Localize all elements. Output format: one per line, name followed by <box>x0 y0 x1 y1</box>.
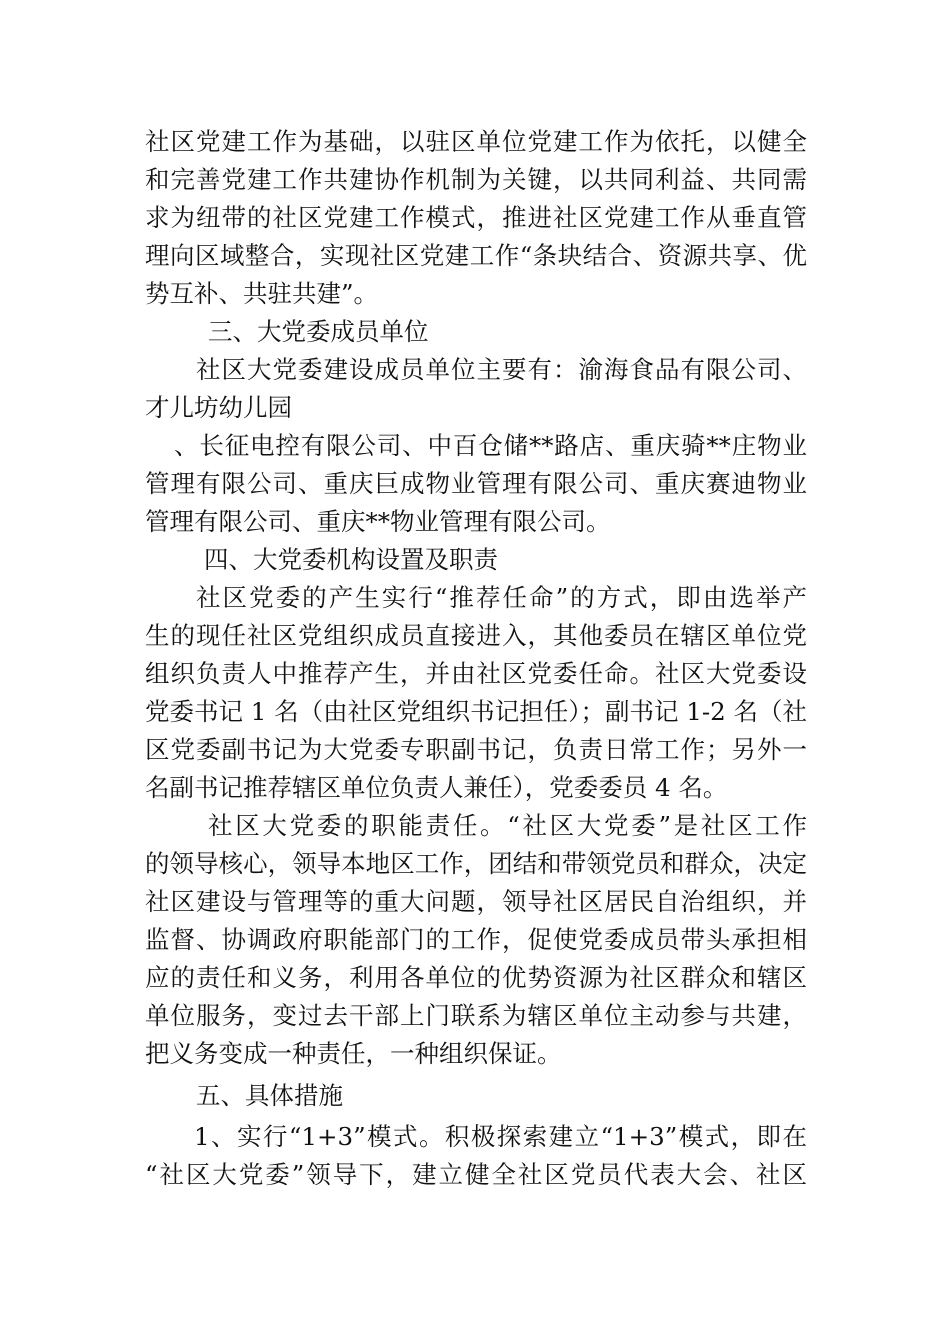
paragraph-line: 名副书记推荐辖区单位负责人兼任），党委委员 4 名。 <box>145 773 728 802</box>
paragraph-line: 监督、协调政府职能部门的工作，促使党委成员带头承担相 <box>145 925 807 954</box>
paragraph-line: “社区大党委”领导下，建立健全社区党员代表大会、社区 <box>145 1160 807 1189</box>
paragraph-line: 社区大党委的职能责任。“社区大党委”是社区工作 <box>208 811 807 840</box>
paragraph-line: 管理有限公司、重庆**物业管理有限公司。 <box>145 507 611 536</box>
paragraph-line: 理向区域整合，实现社区党建工作“条块结合、资源共享、优 <box>145 241 807 270</box>
paragraph-line: 社区党建工作为基础，以驻区单位党建工作为依托，以健全 <box>145 127 807 156</box>
paragraph-line: 管理有限公司、重庆巨成物业管理有限公司、重庆赛迪物业 <box>145 469 807 498</box>
paragraph-line: 应的责任和义务，利用各单位的优势资源为社区群众和辖区 <box>145 963 807 992</box>
paragraph-line: 1、实行“1+3”模式。积极探索建立“1+3”模式，即在 <box>194 1122 807 1151</box>
paragraph-line: 的领导核心，领导本地区工作，团结和带领党员和群众，决定 <box>145 849 807 878</box>
paragraph-line: 社区党委的产生实行“推荐任命”的方式，即由选举产 <box>196 583 807 612</box>
section-heading-5: 五、具体措施 <box>196 1081 343 1110</box>
paragraph-line: 求为纽带的社区党建工作模式，推进社区党建工作从垂直管 <box>145 203 807 232</box>
paragraph-line: 把义务变成一种责任，一种组织保证。 <box>145 1039 562 1068</box>
paragraph-line: 社区建设与管理等的重大问题，领导社区居民自治组织，并 <box>145 887 807 916</box>
paragraph-line: 才儿坊幼儿园 <box>145 393 292 422</box>
paragraph-line: 党委书记 1 名（由社区党组织书记担任）；副书记 1-2 名（社 <box>145 697 807 726</box>
paragraph-line: 组织负责人中推荐产生，并由社区党委任命。社区大党委设 <box>145 659 807 688</box>
paragraph-line: 和完善党建工作共建协作机制为关键，以共同利益、共同需 <box>145 165 807 194</box>
section-heading-4: 四、大党委机构设置及职责 <box>204 545 498 574</box>
paragraph-line: 生的现任社区党组织成员直接进入，其他委员在辖区单位党 <box>145 621 807 650</box>
paragraph-line: 区党委副书记为大党委专职副书记，负责日常工作；另外一 <box>145 735 807 764</box>
paragraph-line: 单位服务，变过去干部上门联系为辖区单位主动参与共建， <box>145 1001 807 1030</box>
paragraph-line: 、长征电控有限公司、中百仓储**路店、重庆骑**庄物业 <box>174 431 807 460</box>
paragraph-line: 社区大党委建设成员单位主要有：渝海食品有限公司、 <box>196 355 807 384</box>
paragraph-line: 势互补、共驻共建”。 <box>145 279 379 308</box>
section-heading-3: 三、大党委成员单位 <box>208 317 429 346</box>
